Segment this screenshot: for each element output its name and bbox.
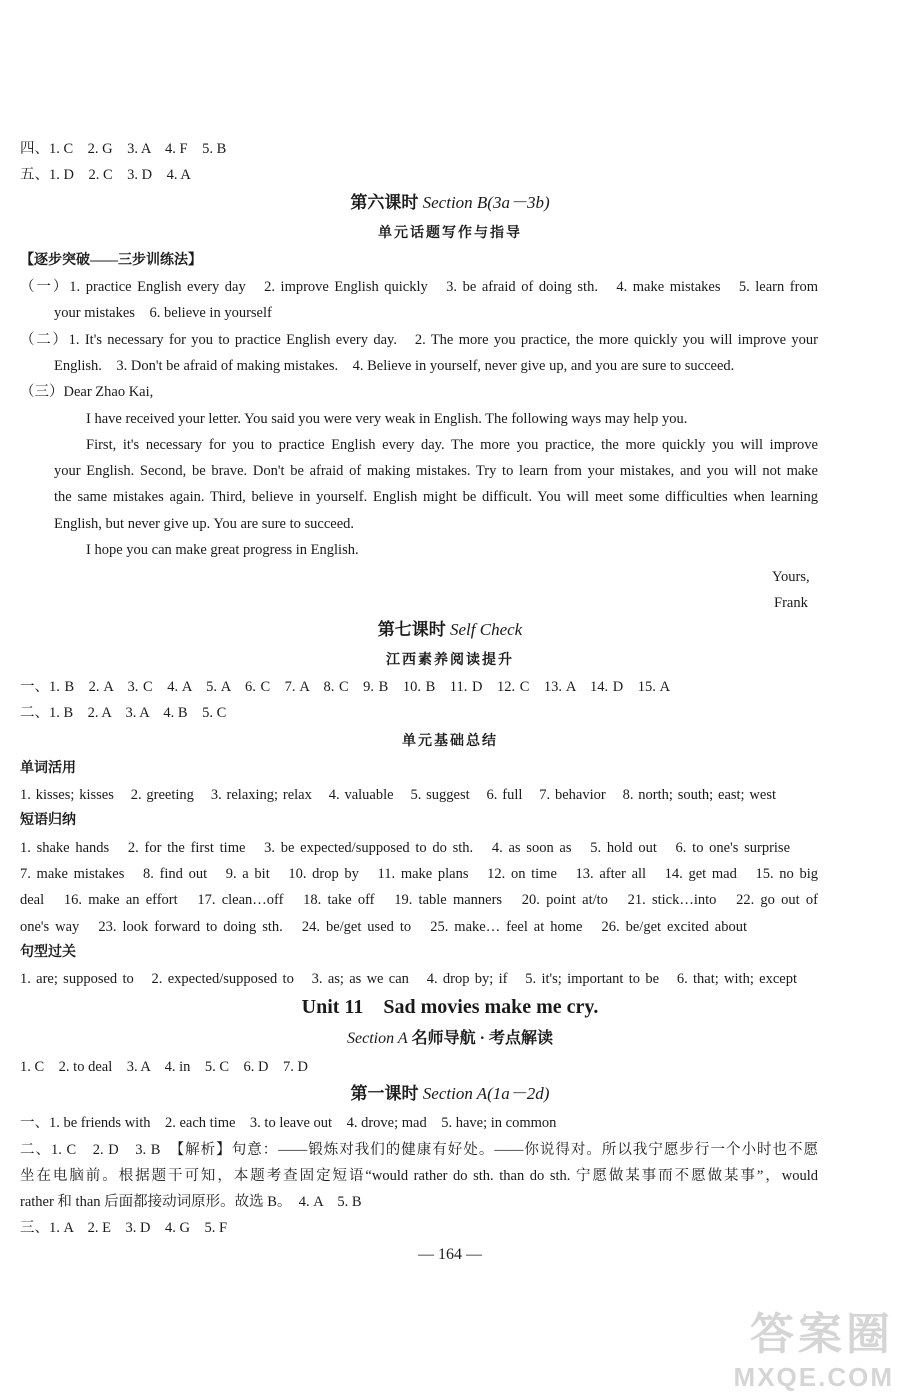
lesson-heading-1: [0, 1084, 900, 1104]
letter-para-2d: English, but never give up. You are sure to succeed.: [54, 516, 355, 532]
letter-signature: Frank: [774, 595, 808, 611]
tag-sentences: 句型过关: [20, 945, 76, 960]
answer-row-l1-one: 一、1. be friends with 2. each time 3. to leave out 4. drove; mad 5. have; in common: [20, 1115, 557, 1131]
letter-para-2b: your English. Second, be brave. Don't be afraid of making mistakes. Try to learn from your mistakes, and you will not make: [54, 463, 818, 479]
writing-row-1b: your mistakes 6. believe in yourself: [54, 305, 272, 321]
page-number: — 164 —: [418, 1246, 482, 1263]
watermark-logo: [694, 1298, 894, 1392]
summary-heading: 单元基础总结: [402, 734, 498, 749]
answer-row-l1-two-a: 二、1. C 2. D 3. B 【解析】句意：——锻炼对我们的健康有好处。——你说得对。所以我宁愿步行一个小时也不愿: [20, 1142, 818, 1158]
lesson-7-cn: 第七课时: [377, 620, 446, 639]
letter-closing: Yours,: [772, 569, 810, 585]
lesson-7-en: Self Check: [450, 620, 523, 639]
letter-para-1: I have received your letter. You said you were very weak in English. The following ways may help you.: [86, 411, 688, 427]
watermark-bottom: MXQE.COM: [733, 1362, 894, 1392]
sentence-answers: 1. are; supposed to 2. expected/supposed to 3. as; as we can 4. drop by; if 5. it's; important to be 6. that; with; except: [20, 971, 797, 987]
answer-row-four: 四、1. C 2. G 3. A 4. F 5. B: [20, 141, 227, 157]
phrase-row-1: 1. shake hands 2. for the first time 3. be expected/supposed to do sth. 4. as soon as 5. hold out 6. to one's surprise: [20, 840, 791, 856]
writing-row-2a: （二）1. It's necessary for you to practice English every day. 2. The more you practice, the more quickly you will improve your: [20, 332, 818, 348]
lesson-heading-7: [0, 620, 900, 640]
letter-para-2c: the same mistakes again. Third, believe in yourself. English might be difficult. You will meet some difficulties when learning: [54, 489, 818, 505]
writing-row-2b: English. 3. Don't be afraid of making mistakes. 4. Believe in yourself, never give up, and you are sure to succeed.: [54, 358, 735, 374]
writing-row-1a: （一）1. practice English every day 2. improve English quickly 3. be afraid of doing sth. 4. make mistakes 5. learn from: [20, 279, 818, 295]
word-use-answers: 1. kisses; kisses 2. greeting 3. relaxing; relax 4. valuable 5. suggest 6. full 7. behavior 8. north; south; east; west: [20, 787, 776, 803]
answer-row-l1-three: 三、1. A 2. E 3. D 4. G 5. F: [20, 1220, 228, 1236]
lesson-1-cn: 第一课时: [350, 1084, 419, 1103]
section-tag-steps: 【逐步突破——三步训练法】: [20, 253, 202, 268]
lesson-heading-6: [0, 193, 900, 213]
letter-greeting: （三）Dear Zhao Kai,: [20, 384, 154, 400]
lesson-6-cn: 第六课时: [350, 193, 419, 212]
section-a-heading: [0, 1029, 900, 1049]
writing-guide-heading: 单元话题写作与指导: [378, 226, 522, 241]
letter-para-3: I hope you can make great progress in English.: [86, 542, 359, 558]
letter-para-2a: First, it's necessary for you to practice English every day. The more you practice, the more quickly you will improve: [86, 437, 818, 453]
tag-phrases: 短语归纳: [20, 813, 76, 828]
answer-row-reading-1: 一、1. B 2. A 3. C 4. A 5. A 6. C 7. A 8. C 9. B 10. B 11. D 12. C 13. A 14. D 15. A: [20, 679, 671, 695]
lesson-1-en: Section A(1a－2d): [422, 1084, 550, 1103]
answer-row-l1-two-c: rather 和 than 后面都接动词原形。故选 B。 4. A 5. B: [20, 1194, 362, 1210]
phrase-row-4: one's way 23. look forward to doing sth. 24. be/get used to 25. make… feel at home 26. be/get excited about: [20, 919, 747, 935]
section-a-cn: 名师导航 · 考点解读: [411, 1030, 553, 1047]
watermark-top: 答案圈: [750, 1310, 894, 1359]
lesson-6-en: Section B(3a－3b): [422, 193, 550, 212]
answer-row-l1-two-b: 坐在电脑前。根据题干可知，本题考查固定短语“would rather do sth. than do sth. 宁愿做某事而不愿做某事”，would: [20, 1168, 818, 1184]
tag-word-use: 单词活用: [20, 761, 76, 776]
reading-heading: 江西素养阅读提升: [386, 653, 514, 668]
guide-answers: 1. C 2. to deal 3. A 4. in 5. C 6. D 7. D: [20, 1059, 308, 1075]
answer-row-five: 五、1. D 2. C 3. D 4. A: [20, 167, 191, 183]
answer-row-reading-2: 二、1. B 2. A 3. A 4. B 5. C: [20, 705, 227, 721]
section-a-en: Section A: [347, 1030, 408, 1047]
phrase-row-3: deal 16. make an effort 17. clean…off 18. take off 19. table manners 20. point at/to 21. stick…into 22. go out of: [20, 892, 818, 908]
phrase-row-2: 7. make mistakes 8. find out 9. a bit 10. drop by 11. make plans 12. on time 13. after all 14. get mad 15. no big: [20, 866, 818, 882]
unit-title: Unit 11 Sad movies make me cry.: [301, 996, 599, 1018]
